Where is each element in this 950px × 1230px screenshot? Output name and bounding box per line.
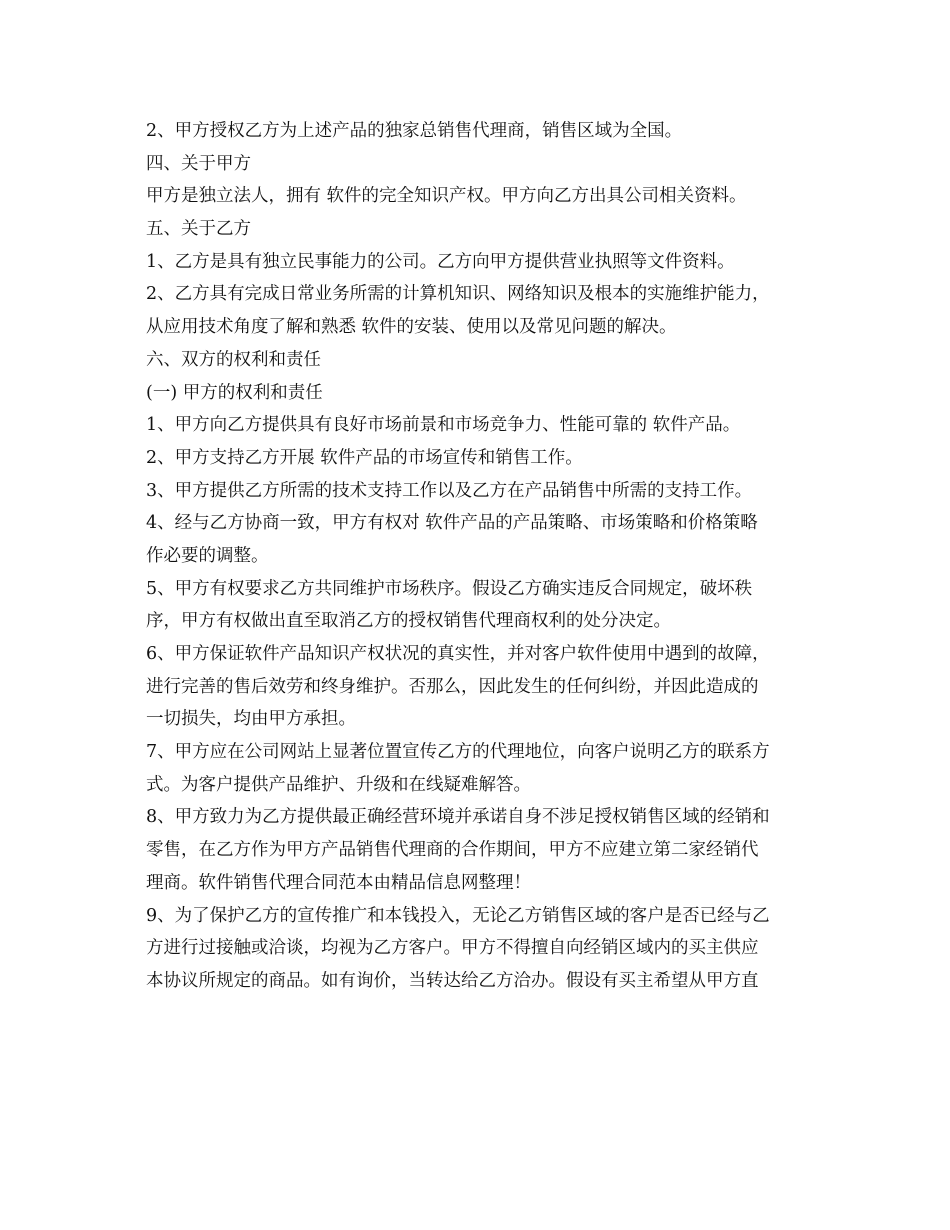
text-line-16: 序，甲方有权做出直至取消乙方的授权销售代理商权利的处分决定。 [146,611,671,632]
section-heading-4: 四、关于甲方 [146,153,251,174]
text-line-24: 理商。软件销售代理合同范本由精品信息网整理！ [146,872,531,893]
text-line-20: 7、甲方应在公司网站上显著位置宣传乙方的代理地位，向客户说明乙方的联系方 [146,742,770,763]
section-heading-6: 六、双方的权利和责任 [146,349,321,370]
text-line-18: 进行完善的售后效劳和终身维护。否那么，因此发生的任何纠纷，并因此造成的 [146,676,759,697]
text-line-25: 9、为了保护乙方的宣传推广和本钱投入，无论乙方销售区域的客户是否已经与乙 [146,905,770,926]
text-line-13: 4、经与乙方协商一致，甲方有权对 软件产品的产品策略、市场策略和价格策略 [146,513,758,534]
text-line-15: 5、甲方有权要求乙方共同维护市场秩序。假设乙方确实违反合同规定，破坏秩 [146,578,753,599]
text-line-26: 方进行过接触或洽谈，均视为乙方客户。甲方不得擅自向经销区域内的买主供应 [146,938,759,959]
text-line-19: 一切损失，均由甲方承担。 [146,709,356,730]
subsection-heading-1: (一) 甲方的权利和责任 [146,382,323,403]
text-line-12: 3、甲方提供乙方所需的技术支持工作以及乙方在产品销售中所需的支持工作。 [146,480,753,501]
section-heading-5: 五、关于乙方 [146,219,251,240]
text-line-23: 零售，在乙方作为甲方产品销售代理商的合作期间，甲方不应建立第二家经销代 [146,840,759,861]
text-line-3: 甲方是独立法人，拥有 软件的完全知识产权。甲方向乙方出具公司相关资料。 [146,186,747,207]
document-body [146,115,816,998]
text-line-22: 8、甲方致力为乙方提供最正确经营环境并承诺自身不涉足授权销售区域的经销和 [146,807,770,828]
text-line-14: 作必要的调整。 [146,545,269,566]
text-line-17: 6、甲方保证软件产品知识产权状况的真实性，并对客户软件使用中遇到的故障， [146,644,770,664]
text-line-5: 1、乙方是具有独立民事能力的公司。乙方向甲方提供营业执照等文件资料。 [146,251,735,272]
text-line-11: 2、甲方支持乙方开展 软件产品的市场宣传和销售工作。 [146,447,583,468]
text-line-7: 从应用技术角度了解和熟悉 软件的安装、使用以及常见问题的解决。 [146,317,677,338]
text-line-27: 本协议所规定的商品。如有询价，当转达给乙方洽办。假设有买主希望从甲方直 [146,970,759,991]
text-line-6: 2、乙方具有完成日常业务所需的计算机知识、网络知识及根本的实施维护能力， [146,284,770,305]
text-line-21: 式。为客户提供产品维护、升级和在线疑难解答。 [146,774,531,795]
text-line-10: 1、甲方向乙方提供具有良好市场前景和市场竞争力、性能可靠的 软件产品。 [146,415,741,436]
text-line-1: 2、甲方授权乙方为上述产品的独家总销售代理商，销售区域为全国。 [146,121,683,141]
